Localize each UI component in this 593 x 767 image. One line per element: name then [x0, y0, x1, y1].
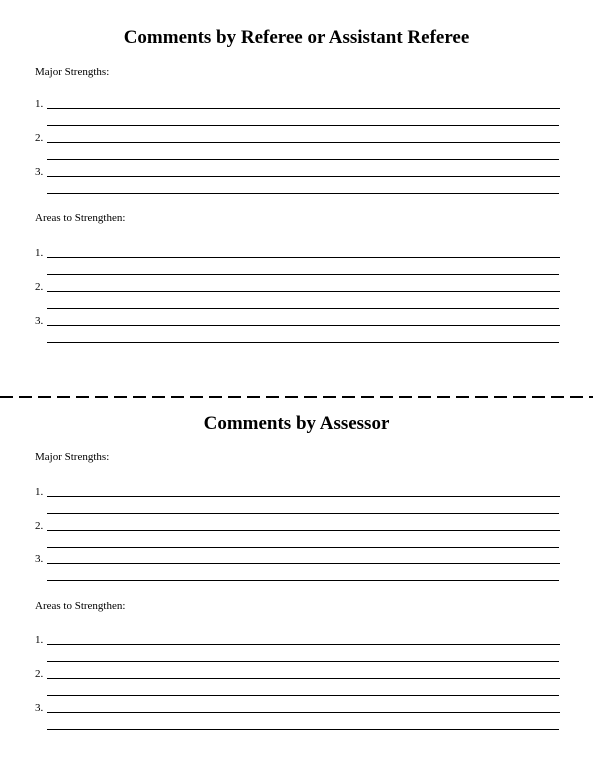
referee-strength-line-2a[interactable] [47, 142, 560, 143]
referee-areas-to-strengthen-label: Areas to Strengthen: [35, 212, 126, 224]
referee-strength-line-1a[interactable] [47, 108, 560, 109]
dashed-cut-divider [0, 396, 593, 398]
referee-major-strengths-label: Major Strengths: [35, 66, 110, 78]
assessor-areas-to-strengthen-label: Areas to Strengthen: [35, 600, 126, 612]
assessor-strength-line-3a[interactable] [47, 563, 560, 564]
assessor-strength-line-1a[interactable] [47, 496, 560, 497]
assessor-strength-number-3: 3. [35, 553, 44, 565]
assessor-strength-line-1b[interactable] [47, 513, 559, 514]
assessor-strength-number-1: 1. [35, 486, 44, 498]
assessor-improve-line-3b[interactable] [47, 729, 559, 730]
referee-improve-line-3b[interactable] [47, 342, 559, 343]
assessor-improve-number-1: 1. [35, 634, 44, 646]
referee-comments-title: Comments by Referee or Assistant Referee [123, 27, 470, 48]
assessor-improve-line-1a[interactable] [47, 644, 560, 645]
referee-strength-line-3a[interactable] [47, 176, 560, 177]
referee-strength-number-2: 2. [35, 132, 44, 144]
referee-improve-line-3a[interactable] [47, 325, 560, 326]
assessor-strength-number-2: 2. [35, 520, 44, 532]
referee-strength-number-1: 1. [35, 98, 44, 110]
assessor-improve-line-2b[interactable] [47, 695, 559, 696]
assessor-improve-line-3a[interactable] [47, 712, 560, 713]
assessor-improve-number-3: 3. [35, 702, 44, 714]
referee-improve-line-2b[interactable] [47, 308, 559, 309]
assessor-comments-title: Comments by Assessor [203, 413, 390, 434]
referee-strength-line-1b[interactable] [47, 125, 559, 126]
assessor-strength-line-3b[interactable] [47, 580, 559, 581]
assessor-strength-line-2a[interactable] [47, 530, 560, 531]
assessor-major-strengths-label: Major Strengths: [35, 451, 110, 463]
referee-strength-number-3: 3. [35, 166, 44, 178]
referee-improve-number-3: 3. [35, 315, 44, 327]
referee-improve-number-2: 2. [35, 281, 44, 293]
referee-improve-number-1: 1. [35, 247, 44, 259]
referee-improve-line-2a[interactable] [47, 291, 560, 292]
assessor-improve-line-1b[interactable] [47, 661, 559, 662]
assessor-strength-line-2b[interactable] [47, 547, 559, 548]
assessor-improve-line-2a[interactable] [47, 678, 560, 679]
assessor-improve-number-2: 2. [35, 668, 44, 680]
referee-improve-line-1b[interactable] [47, 274, 559, 275]
referee-strength-line-3b[interactable] [47, 193, 559, 194]
referee-strength-line-2b[interactable] [47, 159, 559, 160]
referee-improve-line-1a[interactable] [47, 257, 560, 258]
